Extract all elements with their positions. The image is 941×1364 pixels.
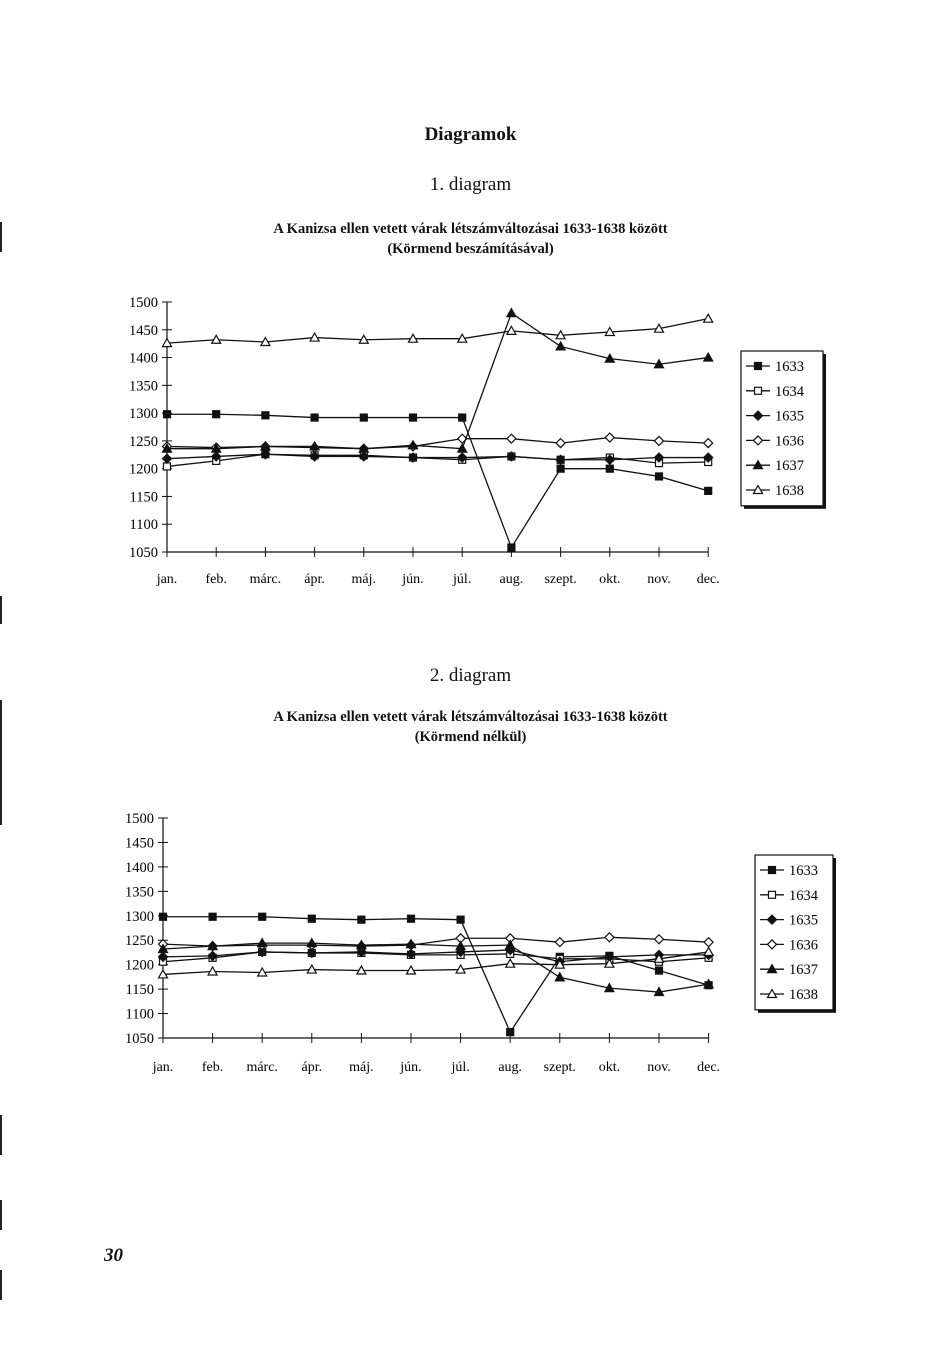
x-tick-label: ápr. (301, 1060, 323, 1075)
data-point-1638 (507, 326, 516, 334)
y-tick-label: 1450 (125, 835, 154, 852)
x-tick-label: feb. (205, 572, 227, 587)
y-tick-label: 1350 (129, 378, 158, 395)
series-1634 (164, 451, 712, 470)
y-tick-label: 1200 (129, 461, 158, 478)
diagram-1-title (0, 219, 941, 259)
legend-label: 1634 (789, 887, 818, 904)
x-tick-label: okt. (598, 1060, 621, 1075)
legend-marker (755, 363, 762, 370)
x-tick-label: máj. (349, 1060, 374, 1075)
data-point-1633 (311, 414, 318, 421)
data-point-1636 (555, 938, 564, 947)
x-tick-label: dec. (697, 1060, 721, 1075)
margin-mark (0, 596, 2, 624)
y-tick-label: 1050 (125, 1031, 154, 1047)
y-tick-label: 1100 (129, 517, 158, 534)
y-tick-label: 1450 (129, 322, 158, 339)
data-point-1637 (507, 309, 516, 317)
x-tick-label: aug. (499, 572, 524, 587)
y-tick-label: 1350 (125, 884, 154, 901)
x-tick-label: júl. (451, 1060, 470, 1075)
legend-label: 1638 (789, 987, 818, 1003)
diagram-2-title-line2: (Körmend nélkül) (414, 729, 527, 745)
legend (755, 855, 836, 1013)
diagram-1-title-line1: A Kanizsa ellen vetett várak létszámváltozásai 1633-1638 között (273, 221, 668, 237)
data-point-1637 (556, 342, 565, 350)
data-point-1636 (556, 439, 565, 448)
y-tick-label: 1300 (125, 908, 154, 925)
y-tick-label: 1400 (129, 350, 158, 367)
x-tick-label: márc. (249, 572, 282, 587)
x-tick-label: feb. (201, 1060, 224, 1075)
legend-label: 1637 (789, 962, 818, 979)
series-line-1638 (167, 319, 708, 343)
data-point-1636 (507, 434, 516, 443)
series-1637 (159, 939, 714, 996)
x-tick-label: szept. (544, 572, 577, 587)
legend-marker (769, 867, 776, 874)
page-heading: Diagramok (424, 124, 517, 145)
y-tick-label: 1150 (125, 982, 154, 999)
legend (741, 351, 826, 509)
margin-mark (0, 700, 2, 825)
data-point-1633 (262, 412, 269, 419)
legend-label: 1635 (789, 912, 818, 929)
data-point-1633 (656, 967, 663, 974)
x-tick-label: okt. (599, 572, 621, 587)
series-1635 (159, 946, 714, 967)
legend-label: 1633 (775, 359, 804, 375)
x-tick-label: máj. (351, 572, 377, 587)
x-tick-label: jan. (152, 1060, 174, 1075)
data-point-1633 (164, 411, 171, 418)
y-tick-label: 1250 (129, 433, 158, 450)
data-point-1637 (704, 353, 713, 361)
data-point-1636 (605, 933, 614, 942)
line-chart-2 (0, 805, 941, 1105)
series-1633 (164, 411, 712, 551)
y-tick-label: 1400 (125, 859, 154, 876)
x-tick-label: nov. (647, 1060, 671, 1075)
legend-label: 1636 (789, 937, 818, 954)
data-point-1633 (459, 414, 466, 421)
series-1638 (163, 314, 713, 346)
y-tick-label: 1500 (125, 811, 154, 827)
y-tick-label: 1050 (129, 545, 158, 561)
x-tick-label: jún. (400, 1060, 422, 1075)
data-point-1633 (259, 913, 266, 920)
data-point-1633 (213, 411, 220, 418)
diagram-1-label: 1. diagram (429, 174, 512, 195)
data-point-1633 (705, 487, 712, 494)
y-tick-label: 1300 (129, 406, 158, 423)
x-tick-label: jún. (402, 572, 424, 587)
series-1633 (160, 913, 713, 1035)
data-point-1636 (605, 433, 614, 442)
y-tick-label: 1250 (125, 933, 154, 950)
data-point-1633 (508, 544, 515, 551)
data-point-1633 (507, 1029, 514, 1036)
series-line-1637 (167, 313, 708, 449)
margin-mark (0, 1270, 2, 1300)
y-tick-label: 1150 (129, 489, 158, 506)
data-point-1633 (408, 915, 415, 922)
diagram-2-label: 2. diagram (429, 665, 512, 686)
x-tick-label: júl. (453, 572, 472, 587)
series-1638 (159, 947, 714, 977)
legend-marker (769, 891, 776, 898)
data-point-1635 (163, 454, 172, 463)
data-point-1633 (360, 414, 367, 421)
x-tick-label: aug. (498, 1060, 523, 1075)
margin-mark (0, 1200, 2, 1230)
x-tick-label: jan. (156, 572, 178, 587)
data-point-1633 (410, 414, 417, 421)
series-line-1637 (163, 943, 709, 992)
margin-mark (0, 1115, 2, 1155)
data-point-1633 (160, 913, 167, 920)
data-point-1633 (358, 916, 365, 923)
line-chart-1 (0, 290, 941, 590)
series-1634 (160, 948, 713, 965)
series-line-1634 (167, 454, 708, 466)
y-tick-label: 1200 (125, 957, 154, 974)
series-1636 (159, 933, 714, 951)
legend-label: 1634 (775, 383, 804, 400)
series-1636 (163, 433, 713, 453)
series-line-1633 (167, 414, 708, 547)
diagram-1-title-line2: (Körmend beszámításával) (387, 241, 554, 257)
data-point-1636 (655, 935, 664, 944)
legend-label: 1636 (775, 433, 804, 450)
diagram-2-title-line1: A Kanizsa ellen vetett várak létszámváltozásai 1633-1638 között (273, 709, 668, 725)
data-point-1633 (606, 465, 613, 472)
legend-label: 1633 (789, 863, 818, 879)
legend-label: 1637 (775, 458, 804, 475)
series-line-1633 (163, 917, 709, 1032)
x-tick-label: szept. (543, 1060, 576, 1075)
data-point-1633 (557, 465, 564, 472)
data-point-1636 (655, 436, 664, 445)
y-tick-label: 1500 (129, 295, 158, 311)
data-point-1633 (308, 915, 315, 922)
data-point-1636 (704, 938, 713, 947)
x-tick-label: márc. (246, 1060, 278, 1075)
page-number: 30 (104, 1245, 123, 1266)
y-tick-label: 1100 (125, 1006, 154, 1023)
legend-label: 1638 (775, 483, 804, 499)
data-point-1633 (656, 473, 663, 480)
x-tick-label: nov. (647, 572, 671, 587)
data-point-1633 (209, 913, 216, 920)
x-tick-label: ápr. (304, 572, 325, 587)
data-point-1638 (704, 314, 713, 322)
data-point-1637 (555, 973, 564, 981)
margin-mark (0, 222, 2, 252)
data-point-1638 (704, 947, 713, 955)
data-point-1636 (704, 439, 713, 448)
legend-label: 1635 (775, 408, 804, 425)
legend-marker (755, 387, 762, 394)
data-point-1633 (457, 916, 464, 923)
x-tick-label: dec. (696, 572, 720, 587)
diagram-2-title (0, 707, 941, 747)
